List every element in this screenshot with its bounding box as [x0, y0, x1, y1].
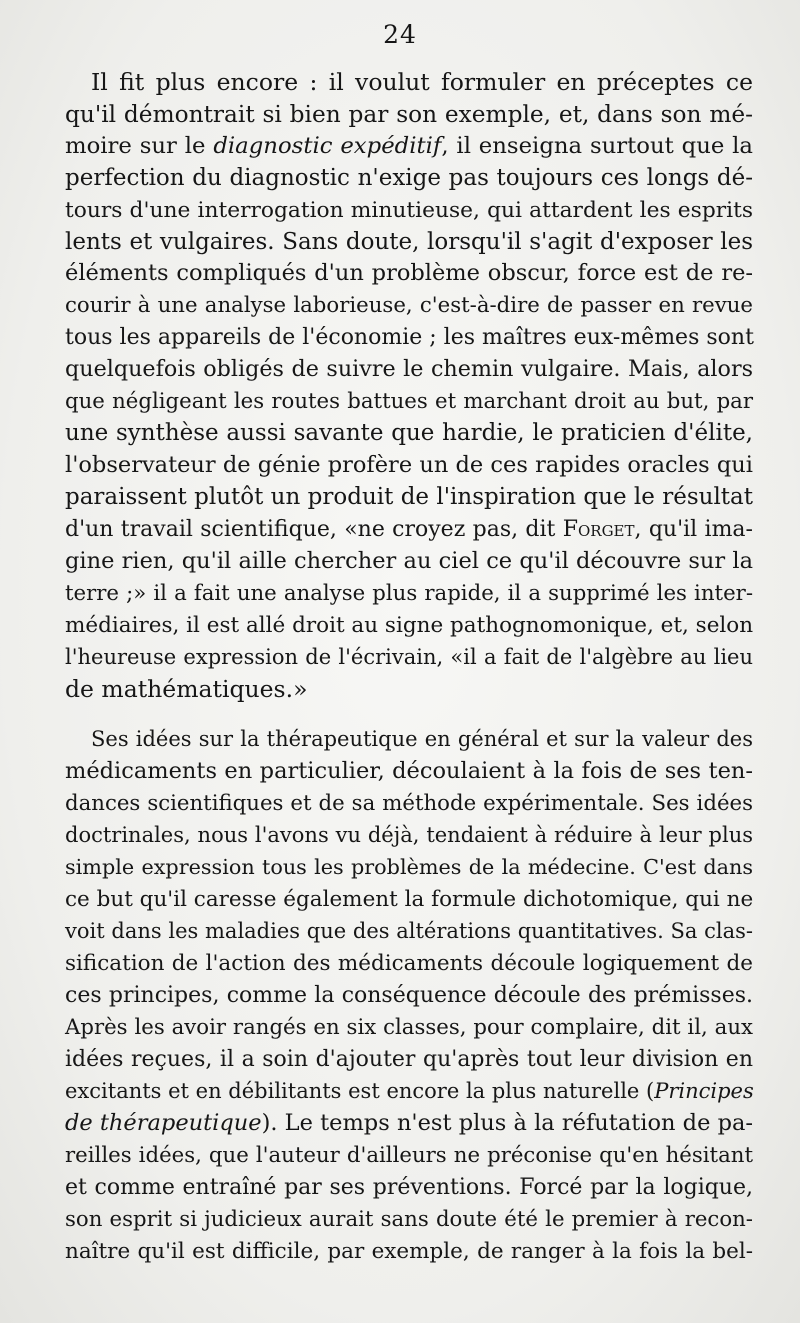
text-line: doctrinales, nous l'avons vu déjà, tendaient à réduire à leur plus	[65, 823, 753, 847]
text-line: gine rien, qu'il aille chercher au ciel ce qu'il découvre sur la	[65, 548, 753, 574]
text-line: simple expression tous les problèmes de la médecine. C'est dans	[65, 855, 753, 879]
text-line: Il fit plus encore : il voulut formuler en préceptes ce	[91, 68, 753, 96]
text-line: Ses idées sur la thérapeutique en général et sur la valeur des	[91, 727, 753, 751]
text-line: d'un travail scientifique, «ne croyez pas, dit Forget, qu'il ima-	[65, 517, 753, 542]
text-line: ces principes, comme la conséquence découle des prémisses.	[65, 983, 753, 1008]
text-line: naître qu'il est difficile, par exemple, de ranger à la fois la bel-	[65, 1239, 753, 1264]
text-line: dances scientifiques et de sa méthode expérimentale. Ses idées	[65, 791, 753, 816]
text-line: tours d'une interrogation minutieuse, qui attardent les esprits	[65, 198, 753, 223]
text-line: l'observateur de génie profère un de ces rapides oracles qui	[65, 452, 753, 478]
text-line: excitants et en débilitants est encore la plus naturelle (Principes	[65, 1079, 754, 1103]
text-line: son esprit si judicieux aurait sans doute été le premier à recon-	[65, 1207, 753, 1232]
text-line: éléments compliqués d'un problème obscur, force est de re-	[65, 260, 753, 286]
text-line: terre ;» il a fait une analyse plus rapide, il a supprimé les inter-	[65, 581, 753, 606]
text-line: paraissent plutôt un produit de l'inspiration que le résultat	[65, 484, 753, 510]
text-line: médicaments en particulier, découlaient à la fois de ses ten-	[65, 758, 753, 784]
text-line: médiaires, il est allé droit au signe pathognomonique, et, selon	[65, 613, 754, 638]
text-line: reilles idées, que l'auteur d'ailleurs ne préconise qu'en hésitant	[65, 1143, 753, 1168]
text-line: qu'il démontrait si bien par son exemple, et, dans son mé-	[65, 101, 753, 128]
text-line: moire sur le diagnostic expéditif, il enseigna surtout que la	[65, 133, 753, 159]
text-line: courir à une analyse laborieuse, c'est-à-dire de passer en revue	[65, 293, 753, 318]
text-line: l'heureuse expression de l'écrivain, «il a fait de l'algèbre au lieu	[65, 645, 753, 669]
text-line: quelquefois obligés de suivre le chemin vulgaire. Mais, alors	[65, 356, 753, 382]
text-line: lents et vulgaires. Sans doute, lorsqu'il s'agit d'exposer les	[65, 229, 753, 255]
text-line: une synthèse aussi savante que hardie, le praticien d'élite,	[65, 420, 753, 446]
text-line: tous les appareils de l'économie ; les maîtres eux-mêmes sont	[65, 325, 754, 350]
text-line: idées reçues, il a soin d'ajouter qu'après tout leur division en	[65, 1047, 753, 1072]
text-line: voit dans les maladies que des altérations quantitatives. Sa clas-	[65, 919, 753, 943]
text-line: sification de l'action des médicaments découle logiquement de	[65, 951, 753, 976]
text-line: de mathématiques.»	[65, 675, 308, 703]
text-line: que négligeant les routes battues et marchant droit au but, par	[65, 389, 753, 414]
text-line: perfection du diagnostic n'exige pas toujours ces longs dé-	[65, 165, 753, 191]
text-line: Après les avoir rangés en six classes, pour complaire, dit il, aux	[65, 1015, 753, 1040]
text-line: et comme entraîné par ses préventions. Forcé par la logique,	[65, 1175, 753, 1200]
text-line: ce but qu'il caresse également la formule dichotomique, qui ne	[65, 887, 754, 912]
page-number: 24	[383, 20, 417, 49]
text-line: de thérapeutique). Le temps n'est plus à la réfutation de pa-	[65, 1110, 754, 1136]
